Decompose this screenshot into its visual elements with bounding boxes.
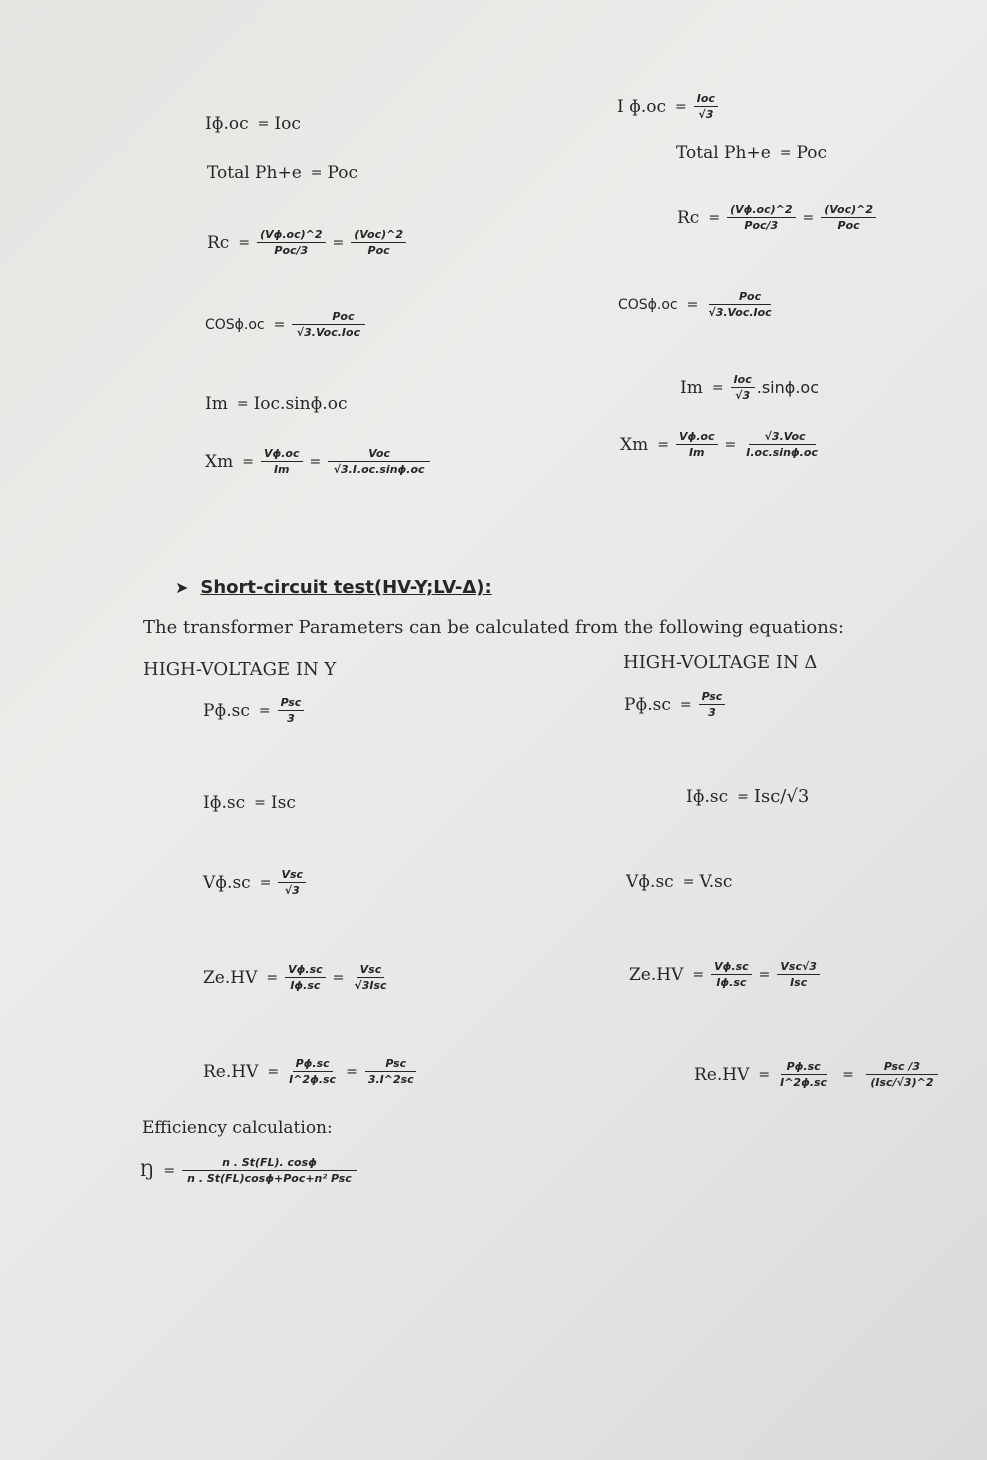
equals-sign: = <box>758 966 771 983</box>
fraction <box>365 1057 417 1086</box>
equals-sign: = <box>242 453 254 470</box>
fraction <box>694 92 718 121</box>
equals-sign: = <box>779 145 792 161</box>
fraction <box>278 696 305 725</box>
equals-sign: = <box>258 702 271 719</box>
numerator: n . St(FL). cosɸ <box>182 1156 357 1171</box>
fraction <box>676 430 718 459</box>
oc-right-rc-eq <box>677 203 878 232</box>
numerator: Vɸ.sc <box>285 963 326 978</box>
section-heading: Short-circuit test(HV-Y;LV-Δ): <box>200 577 492 598</box>
fraction <box>261 447 303 476</box>
numerator: Vsc <box>357 963 385 978</box>
fraction <box>705 290 774 319</box>
eq-lhs: Re.HV <box>694 1064 750 1085</box>
fraction <box>711 960 752 989</box>
eq-lhs: Pɸ.sc <box>203 700 250 721</box>
eq-rhs: V.sc <box>699 872 733 892</box>
oc-right-cos-eq <box>618 290 777 319</box>
numerator: Voc <box>328 447 430 462</box>
equals-sign: = <box>346 1063 358 1080</box>
eq-lhs: Ze.HV <box>629 964 684 985</box>
denominator: √3.Voc.Ioc <box>296 326 361 339</box>
fraction <box>777 1060 830 1089</box>
numerator: Poc <box>292 310 364 325</box>
equals-sign: = <box>163 1162 176 1179</box>
oc-left-total-eq <box>207 163 358 183</box>
eq-lhs: Xm <box>620 434 649 455</box>
numerator: Poc <box>709 290 771 305</box>
fraction <box>699 690 726 719</box>
denominator: √3 <box>735 389 751 402</box>
equals-sign: = <box>675 98 687 115</box>
arrow-bullet-icon: ➤ <box>175 578 189 597</box>
eq-lhs: Vɸ.sc <box>626 872 674 892</box>
eq-lhs: Iɸ.sc <box>686 786 729 807</box>
denominator: (Isc/√3)^2 <box>870 1076 934 1089</box>
efficiency-label: Efficiency calculation: <box>142 1118 333 1138</box>
fraction <box>351 963 389 992</box>
eq-rhs: Isc/√3 <box>753 786 810 807</box>
equals-sign: = <box>266 969 279 986</box>
eq-lhs: COSɸ.oc <box>205 316 265 333</box>
oc-left-cos-eq <box>205 310 367 339</box>
fraction <box>777 960 820 989</box>
numerator: Vsc√3 <box>777 960 820 975</box>
oc-left-xm-eq <box>205 447 432 476</box>
eq-lhs: Total Ph+e <box>676 143 771 163</box>
right-column-label: HIGH-VOLTAGE IN Δ <box>623 652 818 673</box>
sc-left-r-eq <box>203 1057 419 1086</box>
equals-sign: = <box>686 296 699 313</box>
numerator: Psc <box>278 696 305 711</box>
equals-sign: = <box>259 874 272 891</box>
equals-sign: = <box>708 209 721 226</box>
numerator: (Vɸ.oc)^2 <box>727 203 795 218</box>
eq-rhs: Poc <box>796 143 828 163</box>
denominator: I.oc.sinɸ.oc <box>746 446 818 459</box>
eq-rhs: .sinɸ.oc <box>756 378 819 397</box>
oc-right-im-eq <box>680 373 819 402</box>
numerator: Vɸ.oc <box>676 430 718 445</box>
denominator: √3Isc <box>354 979 387 992</box>
equals-sign: = <box>802 209 815 226</box>
eq-lhs: Rc <box>207 232 230 253</box>
equals-sign: = <box>711 379 724 396</box>
sc-left-i-eq <box>203 793 296 813</box>
sc-right-z-eq <box>629 960 822 989</box>
fraction <box>731 373 755 402</box>
numerator: √3.Voc <box>749 430 816 445</box>
eq-lhs: Pɸ.sc <box>624 694 671 715</box>
sc-left-p-eq <box>203 696 306 725</box>
oc-right-total-eq <box>676 143 827 163</box>
denominator: Poc <box>367 244 390 257</box>
equals-sign: = <box>692 966 705 983</box>
oc-left-rc-eq <box>207 228 408 257</box>
denominator: 3 <box>287 712 295 725</box>
equals-sign: = <box>758 1066 771 1083</box>
numerator: Ioc <box>731 373 755 388</box>
denominator: Im <box>273 463 290 476</box>
denominator: 3.I^2sc <box>367 1073 414 1086</box>
fraction <box>182 1156 357 1185</box>
numerator: Psc <box>365 1057 416 1072</box>
eq-rhs: Isc <box>270 793 296 813</box>
intro-paragraph: The transformer Parameters can be calculated from the following equations: <box>143 617 845 638</box>
oc-left-iphase-eq <box>205 114 301 134</box>
fraction <box>727 203 795 232</box>
equals-sign: = <box>657 436 669 453</box>
denominator: Iɸ.sc <box>290 979 321 992</box>
eq-lhs: Re.HV <box>203 1061 259 1082</box>
equals-sign: = <box>254 795 266 811</box>
denominator: Poc <box>837 219 860 232</box>
fraction <box>743 430 821 459</box>
equals-sign: = <box>332 234 345 251</box>
oc-right-xm-eq <box>620 430 823 459</box>
numerator: (Voc)^2 <box>821 203 876 218</box>
numerator: Vsc <box>278 868 306 883</box>
eq-lhs: Xm <box>205 451 234 472</box>
numerator: Psc /3 <box>866 1060 938 1075</box>
denominator: √3.I.oc.sinɸ.oc <box>333 463 425 476</box>
equals-sign: = <box>842 1066 854 1083</box>
eq-lhs: I ɸ.oc <box>617 96 667 117</box>
equals-sign: = <box>257 116 270 132</box>
equals-sign: = <box>332 969 345 986</box>
eq-lhs: Im <box>680 377 703 398</box>
short-circuit-heading-row <box>175 577 492 598</box>
denominator: √3 <box>698 108 714 121</box>
eq-lhs: COSɸ.oc <box>618 296 678 313</box>
eq-rhs: Ioc.sinɸ.oc <box>253 394 348 414</box>
equals-sign: = <box>273 316 286 333</box>
eq-lhs: Vɸ.sc <box>203 872 251 893</box>
numerator: Vɸ.sc <box>711 960 752 975</box>
equals-sign: = <box>236 396 249 412</box>
eq-lhs: Total Ph+e <box>207 163 302 183</box>
numerator: Psc <box>699 690 726 705</box>
equals-sign: = <box>682 874 695 890</box>
equals-sign: = <box>724 436 737 453</box>
denominator: Iɸ.sc <box>716 976 747 989</box>
left-column-label: HIGH-VOLTAGE IN Y <box>143 659 337 680</box>
denominator: Im <box>688 446 705 459</box>
sc-right-v-eq <box>626 872 732 892</box>
denominator: √3 <box>284 884 300 897</box>
equals-sign: = <box>238 234 251 251</box>
denominator: I^2ɸ.sc <box>289 1073 337 1086</box>
eq-lhs: Rc <box>677 207 700 228</box>
numerator: Vɸ.oc <box>261 447 303 462</box>
equals-sign: = <box>679 696 692 713</box>
equals-sign: = <box>267 1063 280 1080</box>
numerator: Pɸ.sc <box>293 1057 333 1072</box>
sc-left-v-eq <box>203 868 308 897</box>
oc-right-iphase-eq <box>617 92 720 121</box>
sc-right-p-eq <box>624 690 727 719</box>
equals-sign: = <box>310 165 323 181</box>
fraction <box>257 228 325 257</box>
numerator: (Voc)^2 <box>351 228 406 243</box>
fraction <box>286 1057 339 1086</box>
fraction <box>866 1060 938 1089</box>
fraction <box>351 228 406 257</box>
eq-lhs: Iɸ.sc <box>203 793 246 813</box>
denominator: I^2ɸ.sc <box>780 1076 828 1089</box>
denominator: Poc/3 <box>744 219 779 232</box>
denominator: √3.Voc.Ioc <box>708 306 772 319</box>
fraction <box>278 868 306 897</box>
denominator: 3 <box>708 706 716 719</box>
numerator: Pɸ.sc <box>781 1060 827 1075</box>
fraction <box>285 963 326 992</box>
eq-rhs: Ioc <box>274 114 301 134</box>
numerator: Ioc <box>694 92 718 107</box>
fraction <box>328 447 430 476</box>
fraction <box>821 203 876 232</box>
equals-sign: = <box>737 788 749 805</box>
eq-lhs: Iɸ.oc <box>205 114 249 134</box>
sc-right-r-eq <box>694 1060 940 1089</box>
denominator: Isc <box>790 976 808 989</box>
sc-right-i-eq <box>686 786 809 807</box>
denominator: Poc/3 <box>274 244 309 257</box>
denominator: n . St(FL)cosɸ+Poc+n² Psc <box>187 1172 352 1185</box>
eq-lhs: Im <box>205 394 228 414</box>
efficiency-eq <box>140 1156 359 1185</box>
fraction <box>292 310 364 339</box>
eq-rhs: Poc <box>327 163 359 183</box>
oc-left-im-eq <box>205 394 348 414</box>
equals-sign: = <box>309 453 322 470</box>
sc-left-z-eq <box>203 963 392 992</box>
eq-lhs: Ŋ <box>140 1160 155 1181</box>
numerator: (Vɸ.oc)^2 <box>257 228 325 243</box>
eq-lhs: Ze.HV <box>203 967 258 988</box>
